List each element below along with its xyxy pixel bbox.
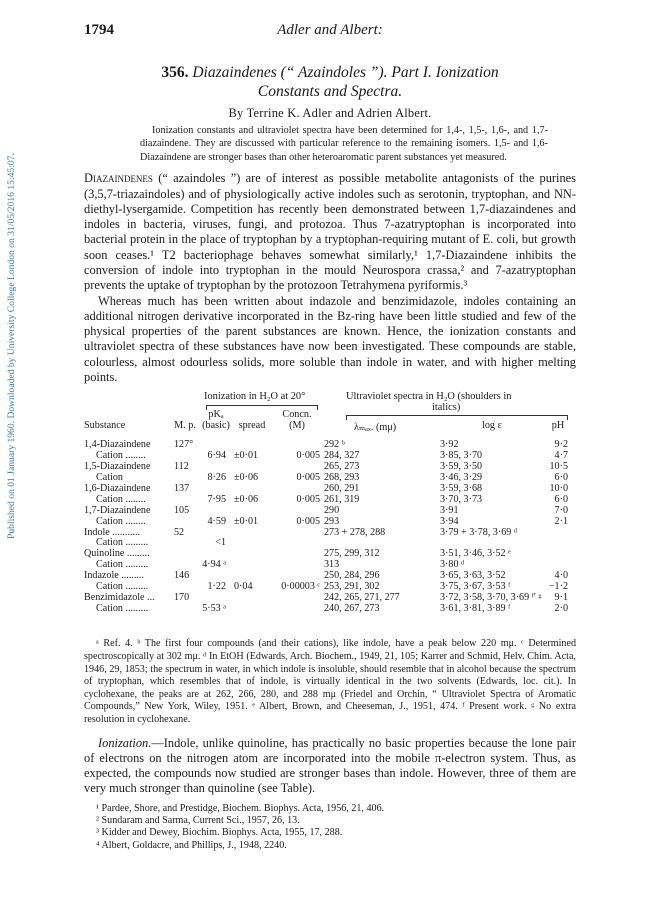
author-line: By Terrine K. Adler and Adrien Albert. [228, 106, 432, 120]
cell-substance: Cation [96, 472, 123, 484]
cell-ph: 6·0 [554, 472, 568, 484]
cell-lambda: 242, 265, 271, 277 [324, 591, 400, 603]
running-title: Adler and Albert: [277, 22, 383, 38]
cell-lambda: 268, 293 [324, 472, 360, 484]
table-row [84, 528, 576, 539]
cell-conc: 0·005 [296, 515, 320, 527]
abstract [140, 124, 548, 164]
cell-ph: 9·1 [554, 591, 568, 603]
second-paragraph: Whereas much has been written about indazole and benzimidazole, indoles containing an additional nitrogen derivative incorporated in the Bz-ring have been little studied and few of the physical properties of the parent substances are known. Hence, the ionization constants and ultraviolet spectra of these substances have now been investigated. These compounds are stable, colourless, almost odourless solids, more soluble than indole in water, and with higher melting points. [84, 293, 576, 385]
header-pka-sub: (basic) [202, 420, 230, 432]
title-line-2: Constants and Spectra. [257, 83, 403, 100]
cell-ph: 10·5 [549, 461, 568, 473]
cell-mp: 170 [174, 591, 190, 603]
cell-substance: 1,4-Diazaindene [84, 439, 151, 451]
introduction [84, 171, 576, 385]
cell-pka: 1·22 [207, 580, 226, 592]
cell-substance: 1,5-Diazaindene [84, 461, 151, 473]
table-row [84, 604, 576, 615]
cell-ph: 2·0 [554, 602, 568, 614]
cell-loge: 3·75, 3·67, 3·53 ᶠ [440, 580, 511, 592]
ionization-text: —Indole, unlike quinoline, has practically no basic properties because the lone pair of electrons on the nitrogen atom are incorporated into the mobile π-electron system. Thus, as expected, the compounds now studied are stronger bases than indole. However, three of them are very much stronger than quinoline (see Table). [84, 735, 576, 796]
cell-conc: 0·005 [296, 493, 320, 505]
cell-lambda: 313 [324, 559, 340, 571]
cell-ph: 10·0 [549, 482, 568, 494]
download-watermark: Published on 01 January 1960. Downloaded by University College London on 31/05/2016 15:45:07. [6, 153, 17, 539]
header-conc-top: Concn. [282, 409, 312, 421]
ionization-lead: Ionization. [98, 735, 152, 750]
cell-spread: ±0·06 [234, 472, 259, 484]
cell-mp: 105 [174, 504, 190, 516]
cell-spread: ±0·01 [234, 450, 259, 462]
cell-pka: 6·94 [207, 450, 226, 462]
intro-paragraph [84, 171, 576, 293]
cell-pka: 7·95 [207, 493, 226, 505]
table-body [84, 440, 576, 614]
cell-pka: 5·53 ᵃ [202, 602, 226, 614]
cell-loge: 3·85, 3·70 [440, 450, 483, 462]
cell-lambda: 290 [324, 504, 340, 516]
cell-ph: 6·0 [554, 493, 568, 505]
cell-mp: 52 [174, 526, 185, 538]
cell-pka: 4·94 ᵃ [202, 559, 226, 571]
cell-substance: Cation ........ [96, 515, 146, 527]
table-row [84, 506, 576, 517]
cell-conc: 0·00003 ᶜ [281, 580, 320, 592]
cell-lambda: 284, 327 [324, 450, 360, 462]
cell-lambda: 292 ᵇ [324, 439, 345, 451]
cell-loge: 3·65, 3·63, 3·52 [440, 570, 506, 582]
cell-substance: Indole ........... [84, 526, 141, 538]
cell-substance: Cation ........ [96, 493, 146, 505]
header-mp: M. p. [174, 420, 196, 432]
header-loge: log ε [482, 420, 502, 432]
cell-pka: <1 [215, 537, 226, 549]
cell-conc: 0·005 [296, 472, 320, 484]
cell-mp: 137 [174, 482, 190, 494]
cell-loge: 3·94 [440, 515, 459, 527]
cell-substance: 1,6-Diazaindene [84, 482, 151, 494]
header-substance: Substance [84, 420, 126, 432]
abstract-text: Ionization constants and ultraviolet spectra have been determined for 1,4-, 1,5-, 1,6-, and 1,7-diazaindene. They are discussed with particular reference to the remaining isomers. 1,5- and 1,6-Diazaindene are stronger bases than other heteroaromatic parent substances yet measured. [140, 125, 548, 163]
intro-text: (“ azaindoles ”) are of interest as possible metabolite antagonists of the purines (3,5,7-triazaindoles) and of physiologically active indoles such as serotonin, tryptophan, and NN-diethyl-lysergamide. Competition has recently been demonstrated between 1,7-diazaindenes and indoles in bacteria, viruses, fungi, and protozoa. Thus 7-azatryptophan is incorporated into bacterial protein in the place of tryptophan by a tryptophan-requiring mutant of E. coli, but growth soon ceases.¹ T2 bacteriophage behaves somewhat similarly,¹ 1,7-Diazaindene inhibits the conversion of indole into tryptophan in the mould Neurospora crassa,² and 7-azatryptophan prevents the uptake of tryptophan by the protozoon Tetrahymena pyriformis.³ [84, 171, 576, 293]
table-row [84, 517, 576, 528]
group-header-uv-1: Ultraviolet spectra in H₂O (shoulders in [346, 391, 512, 403]
cell-spread: 0·04 [234, 580, 253, 592]
cell-substance: 1,7-Diazaindene [84, 504, 151, 516]
cell-lambda: 293 [324, 515, 340, 527]
cell-substance: Indazole ......... [84, 570, 144, 582]
cell-loge: 3·70, 3·73 [440, 493, 483, 505]
cell-spread: ±0·06 [234, 493, 259, 505]
cell-mp: 112 [174, 461, 189, 473]
cell-loge: 3·61, 3·81, 3·89 ᶠ [440, 602, 511, 614]
cell-ph: 9·2 [554, 439, 568, 451]
cell-lambda: 265, 273 [324, 461, 360, 473]
group-header-ionization: Ionization in H₂O at 20° [204, 391, 306, 403]
cell-loge: 3·92 [440, 439, 459, 451]
group-header-uv-2: italics) [432, 402, 461, 414]
cell-substance: Cation ........ [96, 450, 146, 462]
cell-substance: Cation ......... [96, 537, 149, 549]
title-line-1: Diazaindenes (“ Azaindoles ”). Part I. Ionization [192, 64, 499, 81]
cell-ph: 7·0 [554, 504, 568, 516]
footnote-text: ᵃ Ref. 4. ᵇ The first four compounds (and their cations), like indole, have a peak below 220 mμ. ᶜ Determined spectroscopically at 302 mμ. ᵈ In EtOH (Edwards, Arch. Biochem., 1949, 21, 105; Karrer and Schmid, Helv. Chim. Acta, 1946, 29, 1853; the spectrum in water, in which indole is insoluble, should resemble that in alcohol because the spectrum of tryptophan, which resembles that of indole, is virtually identical in the two solvents (Edwards, loc. cit.). In cyclohexane, the peaks are at 262, 266, 280, and 288 mμ (Friedel and Orchin, “ Ultraviolet Spectra of Aromatic Compounds,” New York, Wiley, 1951. ᵉ Albert, Brown, and Cheeseman, J., 1951, 474. ᶠ Present work. ᵍ No extra resolution in cyclohexane. [84, 638, 576, 725]
article-title [84, 63, 576, 101]
page-number: 1794 [84, 22, 114, 38]
cell-lambda: 260, 291 [324, 482, 360, 494]
cell-loge: 3·59, 3·50 [440, 461, 483, 473]
cell-loge: 3·80 ᵈ [440, 559, 465, 571]
cell-ph: 2·1 [554, 515, 568, 527]
header-lambda: λₘₐₓ. (mμ) [354, 422, 397, 434]
header-ph: pH [551, 420, 565, 432]
table-footnotes [84, 638, 576, 726]
reference-list [84, 803, 576, 852]
header-conc-sub: (M) [289, 420, 305, 432]
cell-lambda: 250, 284, 296 [324, 570, 380, 582]
cell-lambda: 253, 291, 302 [324, 580, 380, 592]
cell-substance: Cation ......... [96, 580, 149, 592]
ionization-paragraph [84, 736, 576, 797]
cell-pka: 4·59 [207, 515, 226, 527]
ionization-section [84, 736, 576, 797]
cell-lambda: 273 + 278, 288 [324, 526, 386, 538]
article-content [84, 63, 576, 852]
header-pka-top: pKₐ [208, 409, 224, 421]
cell-loge: 3·51, 3·46, 3·52 ᵉ [440, 548, 511, 560]
page-header [84, 22, 576, 42]
reference-item: ² Sundaram and Sarma, Current Sci., 1957, 26, 13. [96, 815, 300, 827]
intro-lead: Diazaindenes [84, 171, 153, 186]
cell-mp: 127° [174, 439, 194, 451]
cell-ph: −1·2 [548, 580, 568, 592]
cell-lambda: 275, 299, 312 [324, 548, 380, 560]
cell-spread: ±0·01 [234, 515, 259, 527]
cell-lambda: 261, 319 [324, 493, 360, 505]
cell-loge: 3·79 + 3·78, 3·69 ᵈ [440, 526, 517, 538]
cell-lambda: 240, 267, 273 [324, 602, 380, 614]
reference-item: ¹ Pardee, Shore, and Prestidge, Biochem. Biophys. Acta, 1956, 21, 406. [96, 802, 385, 814]
cell-substance: Cation ......... [96, 602, 149, 614]
cell-loge: 3·91 [440, 504, 459, 516]
reference-item: ⁴ Albert, Goldacre, and Phillips, J., 1948, 2240. [96, 839, 287, 851]
cell-ph: 4·0 [554, 570, 568, 582]
cell-substance: Quinoline ......... [84, 548, 150, 560]
cell-substance: Cation ......... [96, 559, 149, 571]
cell-loge: 3·59, 3·68 [440, 482, 483, 494]
cell-loge: 3·72, 3·58, 3·70, 3·69 ᶠʹ ᵍ [440, 591, 542, 603]
header-spread: spread [238, 420, 266, 432]
cell-loge: 3·46, 3·29 [440, 472, 483, 484]
group-brace-uv [346, 415, 568, 421]
article-number: 356. [161, 64, 189, 81]
data-table [84, 391, 576, 634]
cell-mp: 146 [174, 570, 190, 582]
reference-item: ³ Kidder and Dewey, Biochim. Biophys. Acta, 1955, 17, 288. [96, 827, 343, 839]
cell-pka: 8·26 [207, 472, 226, 484]
cell-ph: 4·7 [554, 450, 568, 462]
cell-substance: Benzimidazole ... [84, 591, 155, 603]
cell-conc: 0·005 [296, 450, 320, 462]
